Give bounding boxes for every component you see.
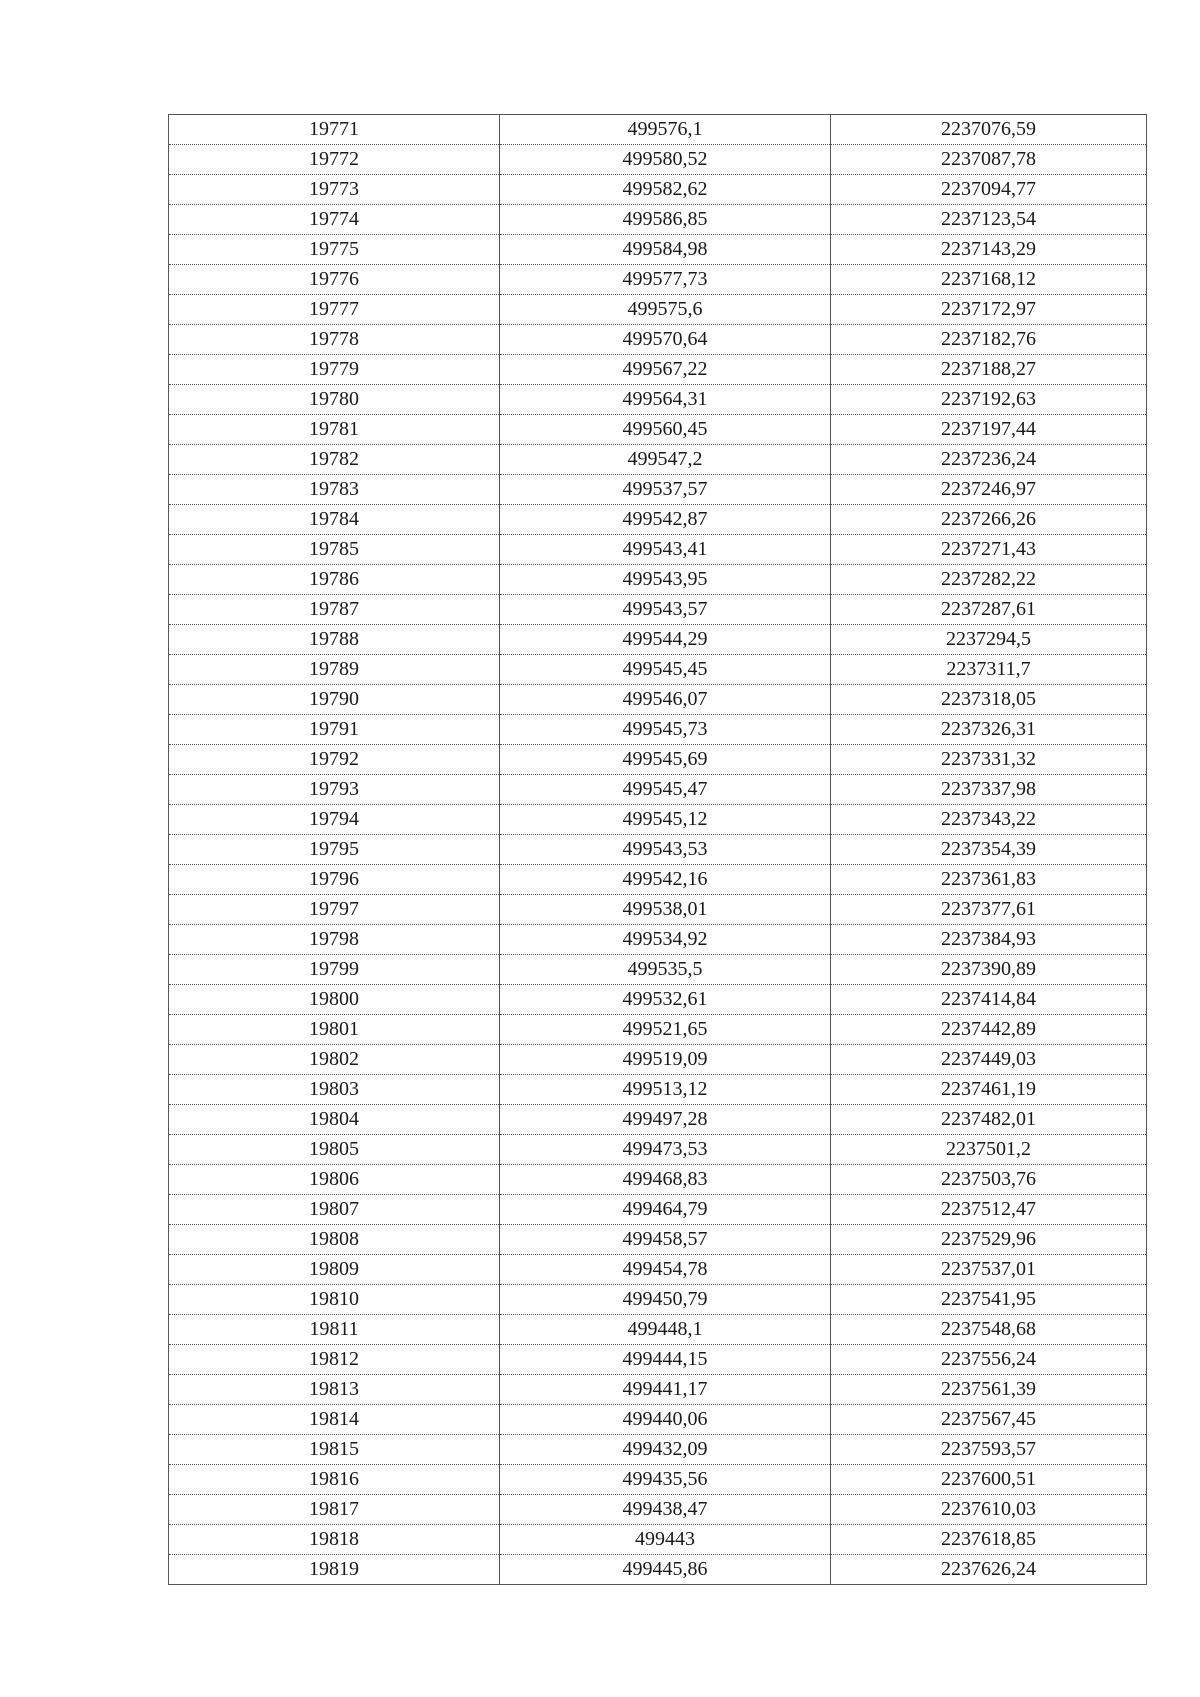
y-coordinate-cell: 2237461,19 [831, 1075, 1147, 1105]
y-coordinate-cell: 2237482,01 [831, 1105, 1147, 1135]
y-coordinate-cell: 2237626,24 [831, 1555, 1147, 1585]
y-coordinate-cell: 2237168,12 [831, 265, 1147, 295]
table-row [169, 1075, 1147, 1105]
point-number-cell: 19772 [169, 145, 500, 175]
table-row [169, 595, 1147, 625]
point-number-cell: 19814 [169, 1405, 500, 1435]
table-row [169, 1285, 1147, 1315]
point-number-cell: 19795 [169, 835, 500, 865]
x-coordinate-cell: 499576,1 [500, 115, 831, 145]
point-number-cell: 19789 [169, 655, 500, 685]
y-coordinate-cell: 2237143,29 [831, 235, 1147, 265]
x-coordinate-cell: 499454,78 [500, 1255, 831, 1285]
x-coordinate-cell: 499443 [500, 1525, 831, 1555]
point-number-cell: 19799 [169, 955, 500, 985]
point-number-cell: 19784 [169, 505, 500, 535]
x-coordinate-cell: 499458,57 [500, 1225, 831, 1255]
table-row [169, 775, 1147, 805]
x-coordinate-cell: 499497,28 [500, 1105, 831, 1135]
point-number-cell: 19778 [169, 325, 500, 355]
table-row [169, 1195, 1147, 1225]
table-row [169, 1375, 1147, 1405]
table-row [169, 475, 1147, 505]
point-number-cell: 19788 [169, 625, 500, 655]
point-number-cell: 19785 [169, 535, 500, 565]
x-coordinate-cell: 499575,6 [500, 295, 831, 325]
x-coordinate-cell: 499513,12 [500, 1075, 831, 1105]
table-row [169, 685, 1147, 715]
y-coordinate-cell: 2237188,27 [831, 355, 1147, 385]
point-number-cell: 19780 [169, 385, 500, 415]
x-coordinate-cell: 499547,2 [500, 445, 831, 475]
y-coordinate-cell: 2237449,03 [831, 1045, 1147, 1075]
point-number-cell: 19777 [169, 295, 500, 325]
table-row [169, 1465, 1147, 1495]
x-coordinate-cell: 499544,29 [500, 625, 831, 655]
y-coordinate-cell: 2237318,05 [831, 685, 1147, 715]
table-row [169, 505, 1147, 535]
table-row [169, 1315, 1147, 1345]
point-number-cell: 19816 [169, 1465, 500, 1495]
point-number-cell: 19803 [169, 1075, 500, 1105]
table-row [169, 535, 1147, 565]
table-row [169, 835, 1147, 865]
table-row [169, 895, 1147, 925]
x-coordinate-cell: 499440,06 [500, 1405, 831, 1435]
x-coordinate-cell: 499577,73 [500, 265, 831, 295]
table-row [169, 415, 1147, 445]
point-number-cell: 19781 [169, 415, 500, 445]
y-coordinate-cell: 2237537,01 [831, 1255, 1147, 1285]
table-row [169, 295, 1147, 325]
y-coordinate-cell: 2237561,39 [831, 1375, 1147, 1405]
table-row [169, 1495, 1147, 1525]
x-coordinate-cell: 499545,45 [500, 655, 831, 685]
table-row [169, 1135, 1147, 1165]
point-number-cell: 19818 [169, 1525, 500, 1555]
point-number-cell: 19790 [169, 685, 500, 715]
y-coordinate-cell: 2237311,7 [831, 655, 1147, 685]
x-coordinate-cell: 499448,1 [500, 1315, 831, 1345]
y-coordinate-cell: 2237294,5 [831, 625, 1147, 655]
y-coordinate-cell: 2237548,68 [831, 1315, 1147, 1345]
table-row [169, 925, 1147, 955]
y-coordinate-cell: 2237326,31 [831, 715, 1147, 745]
point-number-cell: 19786 [169, 565, 500, 595]
point-number-cell: 19812 [169, 1345, 500, 1375]
point-number-cell: 19776 [169, 265, 500, 295]
x-coordinate-cell: 499534,92 [500, 925, 831, 955]
table-row [169, 625, 1147, 655]
y-coordinate-cell: 2237501,2 [831, 1135, 1147, 1165]
x-coordinate-cell: 499567,22 [500, 355, 831, 385]
point-number-cell: 19797 [169, 895, 500, 925]
x-coordinate-cell: 499468,83 [500, 1165, 831, 1195]
table-row [169, 1225, 1147, 1255]
y-coordinate-cell: 2237182,76 [831, 325, 1147, 355]
y-coordinate-cell: 2237337,98 [831, 775, 1147, 805]
x-coordinate-cell: 499432,09 [500, 1435, 831, 1465]
x-coordinate-cell: 499545,47 [500, 775, 831, 805]
x-coordinate-cell: 499450,79 [500, 1285, 831, 1315]
y-coordinate-cell: 2237377,61 [831, 895, 1147, 925]
point-number-cell: 19806 [169, 1165, 500, 1195]
y-coordinate-cell: 2237361,83 [831, 865, 1147, 895]
x-coordinate-cell: 499438,47 [500, 1495, 831, 1525]
table-row [169, 115, 1147, 145]
y-coordinate-cell: 2237197,44 [831, 415, 1147, 445]
point-number-cell: 19808 [169, 1225, 500, 1255]
x-coordinate-cell: 499445,86 [500, 1555, 831, 1585]
point-number-cell: 19796 [169, 865, 500, 895]
x-coordinate-cell: 499473,53 [500, 1135, 831, 1165]
y-coordinate-cell: 2237236,24 [831, 445, 1147, 475]
table-row [169, 985, 1147, 1015]
y-coordinate-cell: 2237087,78 [831, 145, 1147, 175]
x-coordinate-cell: 499542,16 [500, 865, 831, 895]
point-number-cell: 19787 [169, 595, 500, 625]
x-coordinate-cell: 499435,56 [500, 1465, 831, 1495]
point-number-cell: 19783 [169, 475, 500, 505]
x-coordinate-cell: 499538,01 [500, 895, 831, 925]
point-number-cell: 19779 [169, 355, 500, 385]
y-coordinate-cell: 2237503,76 [831, 1165, 1147, 1195]
y-coordinate-cell: 2237529,96 [831, 1225, 1147, 1255]
point-number-cell: 19815 [169, 1435, 500, 1465]
point-number-cell: 19801 [169, 1015, 500, 1045]
y-coordinate-cell: 2237094,77 [831, 175, 1147, 205]
table-row [169, 1045, 1147, 1075]
table-row [169, 265, 1147, 295]
x-coordinate-cell: 499545,69 [500, 745, 831, 775]
y-coordinate-cell: 2237593,57 [831, 1435, 1147, 1465]
y-coordinate-cell: 2237390,89 [831, 955, 1147, 985]
table-row [169, 145, 1147, 175]
y-coordinate-cell: 2237414,84 [831, 985, 1147, 1015]
point-number-cell: 19793 [169, 775, 500, 805]
point-number-cell: 19804 [169, 1105, 500, 1135]
y-coordinate-cell: 2237610,03 [831, 1495, 1147, 1525]
table-row [169, 1015, 1147, 1045]
y-coordinate-cell: 2237192,63 [831, 385, 1147, 415]
x-coordinate-cell: 499535,5 [500, 955, 831, 985]
table-row [169, 565, 1147, 595]
y-coordinate-cell: 2237172,97 [831, 295, 1147, 325]
point-number-cell: 19771 [169, 115, 500, 145]
table-row [169, 1525, 1147, 1555]
point-number-cell: 19817 [169, 1495, 500, 1525]
point-number-cell: 19775 [169, 235, 500, 265]
x-coordinate-cell: 499570,64 [500, 325, 831, 355]
x-coordinate-cell: 499543,95 [500, 565, 831, 595]
x-coordinate-cell: 499464,79 [500, 1195, 831, 1225]
y-coordinate-cell: 2237556,24 [831, 1345, 1147, 1375]
table-row [169, 1255, 1147, 1285]
table-row [169, 1405, 1147, 1435]
y-coordinate-cell: 2237271,43 [831, 535, 1147, 565]
table-row [169, 175, 1147, 205]
table-row [169, 1165, 1147, 1195]
point-number-cell: 19800 [169, 985, 500, 1015]
point-number-cell: 19819 [169, 1555, 500, 1585]
y-coordinate-cell: 2237600,51 [831, 1465, 1147, 1495]
x-coordinate-cell: 499543,41 [500, 535, 831, 565]
point-number-cell: 19773 [169, 175, 500, 205]
point-number-cell: 19794 [169, 805, 500, 835]
table-row [169, 355, 1147, 385]
x-coordinate-cell: 499582,62 [500, 175, 831, 205]
point-number-cell: 19792 [169, 745, 500, 775]
table-row [169, 1555, 1147, 1585]
x-coordinate-cell: 499543,57 [500, 595, 831, 625]
table-row [169, 715, 1147, 745]
point-number-cell: 19798 [169, 925, 500, 955]
x-coordinate-cell: 499545,73 [500, 715, 831, 745]
x-coordinate-cell: 499521,65 [500, 1015, 831, 1045]
table-row [169, 955, 1147, 985]
point-number-cell: 19813 [169, 1375, 500, 1405]
y-coordinate-cell: 2237384,93 [831, 925, 1147, 955]
y-coordinate-cell: 2237331,32 [831, 745, 1147, 775]
y-coordinate-cell: 2237343,22 [831, 805, 1147, 835]
x-coordinate-cell: 499441,17 [500, 1375, 831, 1405]
y-coordinate-cell: 2237512,47 [831, 1195, 1147, 1225]
y-coordinate-cell: 2237076,59 [831, 115, 1147, 145]
y-coordinate-cell: 2237618,85 [831, 1525, 1147, 1555]
y-coordinate-cell: 2237266,26 [831, 505, 1147, 535]
point-number-cell: 19802 [169, 1045, 500, 1075]
x-coordinate-cell: 499519,09 [500, 1045, 831, 1075]
table-row [169, 1435, 1147, 1465]
y-coordinate-cell: 2237287,61 [831, 595, 1147, 625]
y-coordinate-cell: 2237541,95 [831, 1285, 1147, 1315]
y-coordinate-cell: 2237282,22 [831, 565, 1147, 595]
point-number-cell: 19805 [169, 1135, 500, 1165]
y-coordinate-cell: 2237442,89 [831, 1015, 1147, 1045]
x-coordinate-cell: 499543,53 [500, 835, 831, 865]
y-coordinate-cell: 2237567,45 [831, 1405, 1147, 1435]
x-coordinate-cell: 499542,87 [500, 505, 831, 535]
table-row [169, 205, 1147, 235]
x-coordinate-cell: 499564,31 [500, 385, 831, 415]
table-row [169, 655, 1147, 685]
x-coordinate-cell: 499546,07 [500, 685, 831, 715]
point-number-cell: 19774 [169, 205, 500, 235]
y-coordinate-cell: 2237123,54 [831, 205, 1147, 235]
coordinates-table [168, 114, 1147, 1585]
table-row [169, 445, 1147, 475]
x-coordinate-cell: 499444,15 [500, 1345, 831, 1375]
x-coordinate-cell: 499586,85 [500, 205, 831, 235]
table-row [169, 385, 1147, 415]
x-coordinate-cell: 499580,52 [500, 145, 831, 175]
x-coordinate-cell: 499545,12 [500, 805, 831, 835]
x-coordinate-cell: 499584,98 [500, 235, 831, 265]
point-number-cell: 19810 [169, 1285, 500, 1315]
x-coordinate-cell: 499532,61 [500, 985, 831, 1015]
point-number-cell: 19811 [169, 1315, 500, 1345]
y-coordinate-cell: 2237354,39 [831, 835, 1147, 865]
table-row [169, 1105, 1147, 1135]
x-coordinate-cell: 499537,57 [500, 475, 831, 505]
x-coordinate-cell: 499560,45 [500, 415, 831, 445]
point-number-cell: 19809 [169, 1255, 500, 1285]
table-row [169, 865, 1147, 895]
point-number-cell: 19807 [169, 1195, 500, 1225]
table-row [169, 745, 1147, 775]
y-coordinate-cell: 2237246,97 [831, 475, 1147, 505]
table-row [169, 1345, 1147, 1375]
point-number-cell: 19791 [169, 715, 500, 745]
table-row [169, 235, 1147, 265]
table-row [169, 325, 1147, 355]
point-number-cell: 19782 [169, 445, 500, 475]
coordinates-table-body [169, 115, 1147, 1585]
table-row [169, 805, 1147, 835]
